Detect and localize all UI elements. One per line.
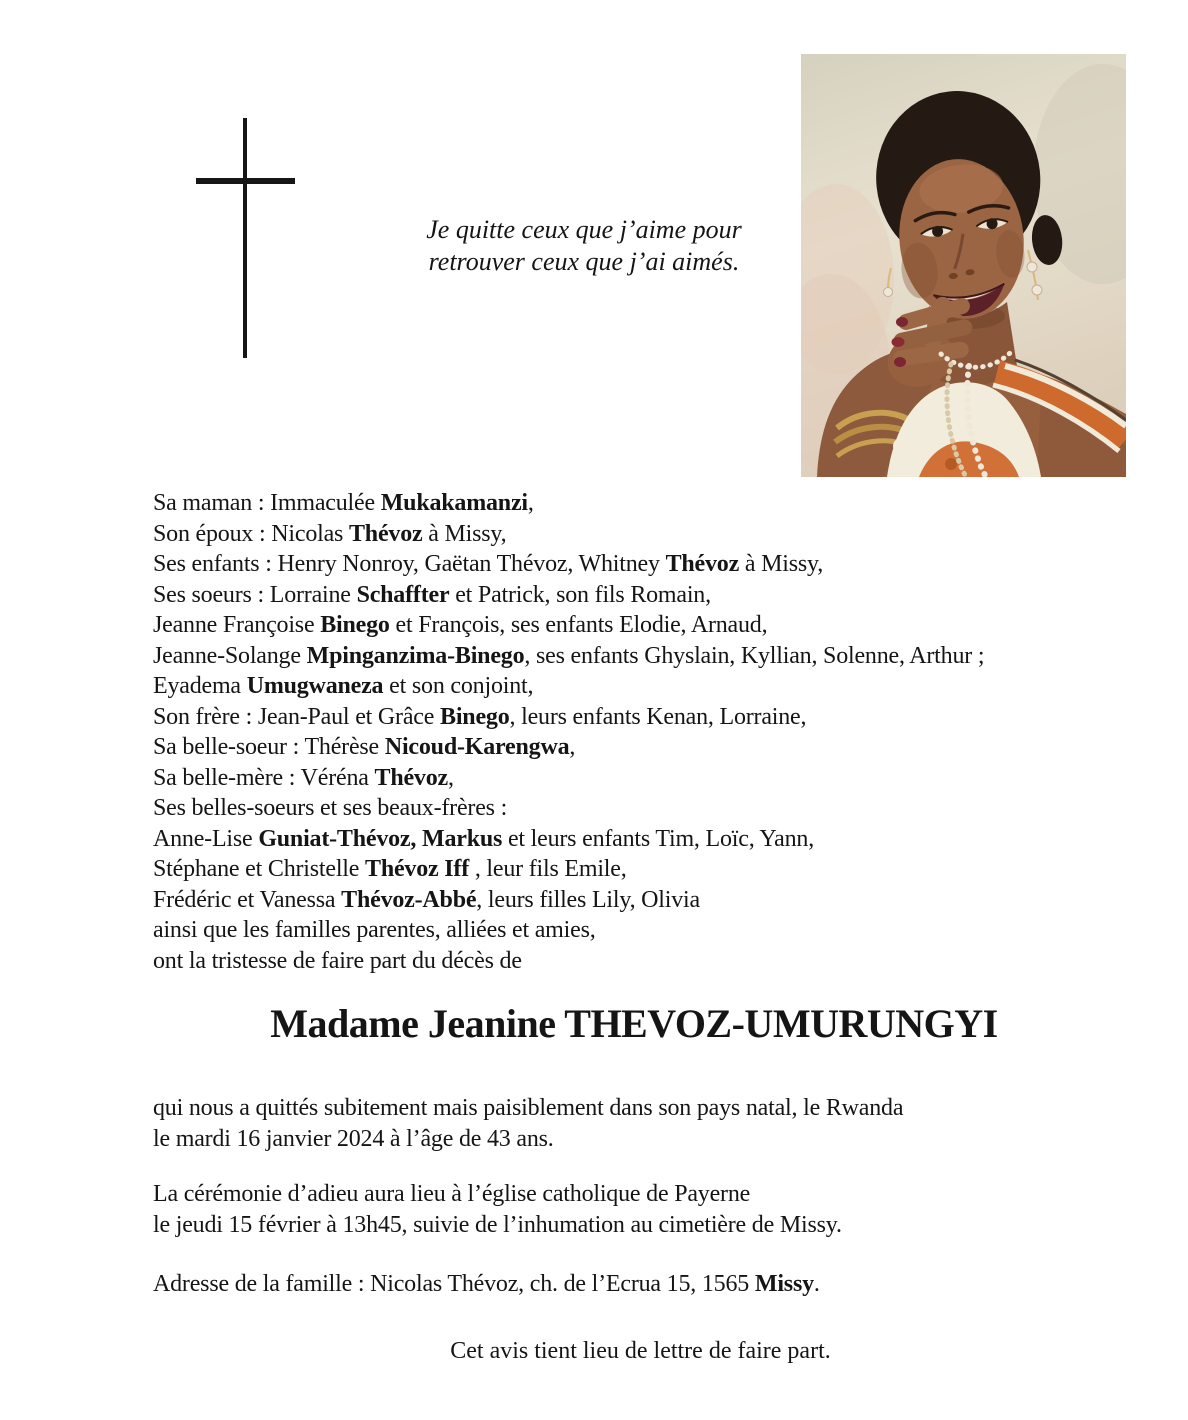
- family-line: Son époux : Nicolas Thévoz à Missy,: [153, 520, 507, 547]
- deceased-name-title: Madame Jeanine THEVOZ-UMURUNGYI: [270, 1001, 998, 1046]
- family-line: Son frère : Jean-Paul et Grâce Binego, leurs enfants Kenan, Lorraine,: [153, 703, 807, 730]
- cross-vertical-bar: [243, 118, 247, 358]
- family-address: [153, 1269, 1163, 1300]
- family-line: Sa maman : Immaculée Mukakamanzi,: [153, 490, 534, 516]
- portrait-photo: [801, 54, 1126, 477]
- memorial-quote: [388, 214, 780, 278]
- memorial-quote-line: Je quitte ceux que j’aime pour: [426, 215, 742, 244]
- family-line: Sa belle-mère : Véréna Thévoz,: [153, 764, 454, 791]
- family-line: Jeanne-Solange Mpinganzima-Binego, ses enfants Ghyslain, Kyllian, Solenne, Arthur ;: [153, 642, 985, 669]
- family-line: Frédéric et Vanessa Thévoz-Abbé, leurs filles Lily, Olivia: [153, 886, 700, 913]
- family-line: Ses enfants : Henry Nonroy, Gaëtan Thévoz, Whitney Thévoz à Missy,: [153, 551, 824, 577]
- portrait-photo-art: [801, 54, 1126, 477]
- ceremony-line: le jeudi 15 février à 13h45, suivie de l’inhumation au cimetière de Missy.: [153, 1211, 842, 1238]
- ceremony-details: [153, 1179, 1163, 1240]
- family-address-line: Adresse de la famille : Nicolas Thévoz, ch. de l’Ecrua 15, 1565 Missy.: [153, 1271, 820, 1297]
- family-line: Sa belle-soeur : Thérèse Nicoud-Karengwa,: [153, 734, 576, 760]
- memorial-quote-line: retrouver ceux que j’ai aimés.: [428, 247, 740, 276]
- family-list: [153, 488, 1163, 976]
- family-line: Stéphane et Christelle Thévoz Iff , leur fils Emile,: [153, 856, 627, 882]
- closing-note: Cet avis tient lieu de lettre de faire part.: [450, 1338, 831, 1364]
- cross-horizontal-bar: [196, 178, 295, 184]
- ceremony-line: La cérémonie d’adieu aura lieu à l’église catholique de Payerne: [153, 1181, 751, 1207]
- family-line: ont la tristesse de faire part du décès de: [153, 947, 522, 974]
- family-line: Eyadema Umugwaneza et son conjoint,: [153, 673, 534, 699]
- family-line: Jeanne Françoise Binego et François, ses enfants Elodie, Arnaud,: [153, 612, 768, 638]
- family-line: Ses soeurs : Lorraine Schaffter et Patrick, son fils Romain,: [153, 581, 711, 608]
- family-line: Anne-Lise Guniat-Thévoz, Markus et leurs enfants Tim, Loïc, Yann,: [153, 825, 815, 852]
- death-announcement: [153, 1093, 1163, 1154]
- family-line: ainsi que les familles parentes, alliées et amies,: [153, 917, 596, 943]
- death-announcement-line: le mardi 16 janvier 2024 à l’âge de 43 ans.: [153, 1125, 554, 1152]
- family-line: Ses belles-soeurs et ses beaux-frères :: [153, 795, 508, 821]
- death-announcement-line: qui nous a quittés subitement mais paisiblement dans son pays natal, le Rwanda: [153, 1095, 904, 1121]
